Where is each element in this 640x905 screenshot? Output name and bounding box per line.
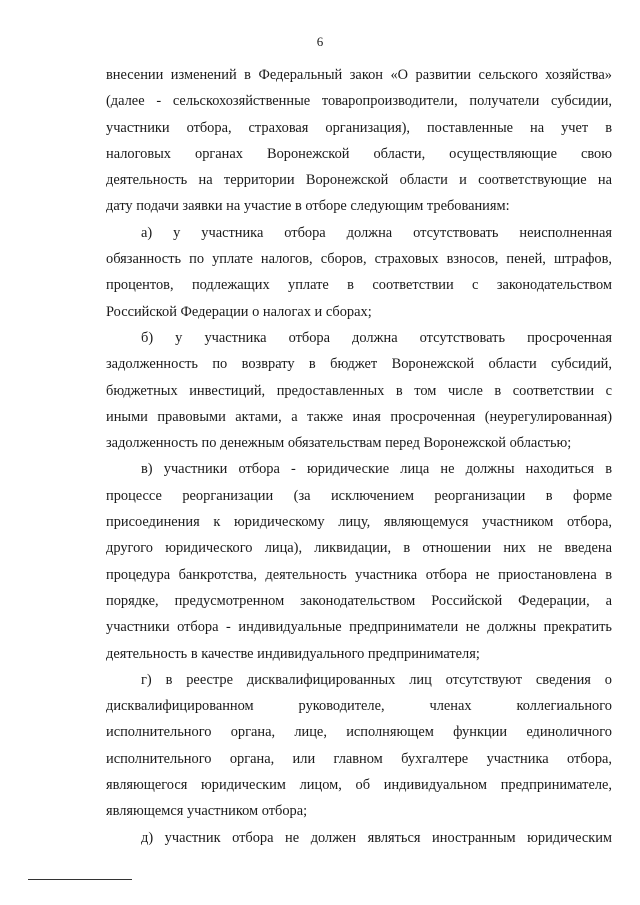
text-line: являющемся участником отбора;	[106, 803, 308, 820]
paragraph-item-a	[106, 220, 612, 325]
text-line: налоговых органах Воронежской области, осуществляющие свою	[106, 145, 612, 162]
text-line: являющегося юридическим лицом, об индивидуальном предпринимателе,	[106, 777, 612, 794]
document-body	[106, 62, 612, 851]
footnote-separator	[28, 879, 132, 880]
text-line: дату подачи заявки на участие в отборе следующим требованиям:	[106, 198, 510, 215]
text-line: исполнительного органа, или главном бухгалтере участника отбора,	[106, 750, 612, 767]
text-line: другого юридического лица), ликвидации, в отношении них не введена	[106, 540, 612, 557]
paragraph-intro	[106, 62, 612, 220]
text-line: бюджетных инвестиций, предоставленных в том числе в соответствии с	[106, 382, 612, 399]
text-line: деятельность на территории Воронежской области и соответствующие на	[106, 172, 612, 189]
text-line: б) у участника отбора должна отсутствовать просроченная	[141, 329, 612, 346]
paragraph-item-g	[106, 667, 612, 825]
text-line: обязанность по уплате налогов, сборов, страховых взносов, пеней, штрафов,	[106, 251, 612, 268]
text-line: внесении изменений в Федеральный закон «О развитии сельского хозяйства»	[106, 67, 612, 83]
text-line: присоединения к юридическому лицу, являющемуся участником отбора,	[106, 514, 612, 531]
text-line: в) участники отбора - юридические лица не должны находиться в	[141, 461, 612, 478]
text-line: иными правовыми актами, а также иная просроченная (неурегулированная)	[106, 408, 612, 425]
text-line: (далее - сельскохозяйственные товаропроизводители, получатели субсидии,	[106, 93, 612, 110]
paragraph-item-b	[106, 325, 612, 456]
text-line: дисквалифицированном руководителе, членах коллегиального	[106, 698, 612, 715]
page-number: 6	[316, 34, 324, 49]
paragraph-item-d	[106, 825, 612, 851]
paragraph-item-v	[106, 456, 612, 666]
text-line: порядке, предусмотренном законодательством Российской Федерации, а	[106, 592, 612, 609]
text-line: а) у участника отбора должна отсутствовать неисполненная	[141, 224, 612, 241]
text-line: задолженность по денежным обязательствам перед Воронежской областью;	[106, 435, 572, 452]
text-line: процедура банкротства, деятельность участника отбора не приостановлена в	[106, 566, 612, 583]
text-line: процентов, подлежащих уплате в соответствии с законодательством	[106, 277, 612, 294]
text-line: участники отбора - индивидуальные предприниматели не должны прекратить	[106, 619, 612, 636]
text-line: участники отбора, страховая организация), поставленные на учет в	[106, 119, 612, 136]
text-line: процессе реорганизации (за исключением реорганизации в форме	[106, 487, 612, 504]
text-line: задолженность по возврату в бюджет Воронежской области субсидий,	[106, 356, 612, 373]
text-line: д) участник отбора не должен являться иностранным юридическим	[141, 829, 612, 846]
text-line: Российской Федерации о налогах и сборах;	[106, 303, 372, 320]
text-line: г) в реестре дисквалифицированных лиц отсутствуют сведения о	[141, 671, 612, 688]
text-line: деятельность в качестве индивидуального предпринимателя;	[106, 645, 480, 662]
text-line: исполнительного органа, лице, исполняющем функции единоличного	[106, 724, 612, 741]
